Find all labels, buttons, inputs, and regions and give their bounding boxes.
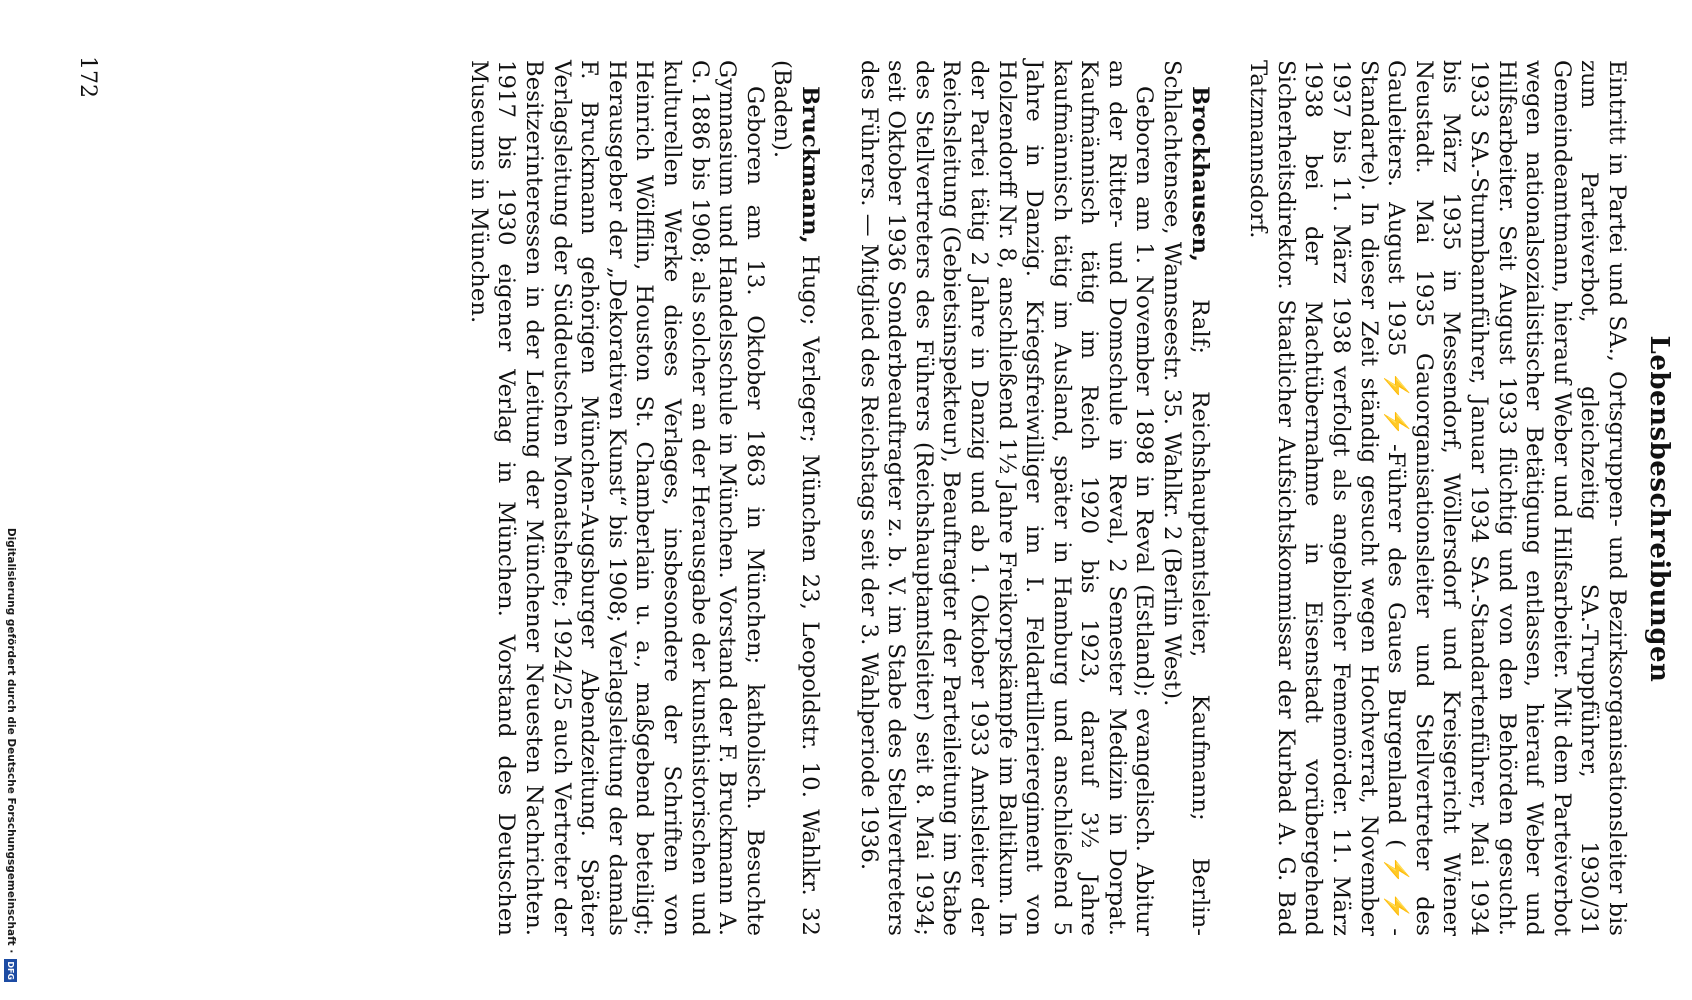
- entry-bruckmann: [464, 60, 823, 936]
- entry-intro: Ralf; Reichshauptamtsleiter, Kaufmann; Berlin-Schlachtensee, Wannseestr. 35. Wahlkr. 2 (Berlin West).: [1159, 60, 1213, 936]
- entry-gap: [1213, 60, 1244, 936]
- entry-intro: Hugo; Verleger; München 23, Leopoldstr. 10. Wahlkr. 32 (Baden).: [769, 60, 823, 936]
- entry-paragraph: Geboren am 1. November 1898 in Reval (Estland); evangelisch. Abitur an der Ritter- und Domschule in Reval, 2 Semester Medizin in Dorpat. Kaufmännisch tätig im Reich 1920 bis 1923, darauf 3½ Jahre kaufmännisch tätig im Ausland, später in Hamburg und anschließend 5 Jahre in Danzig. Kriegsfreiwilliger im I. Feldartillerieregiment von Holzendorff Nr. 8, anschließend 1½ Jahre Freikorpskämpfe im Baltikum. In der Partei tätig 2 Jahre in Danzig und ab 1. Oktober 1933 Amtsleiter der Reichsleitung (Gebietsinspekteur), Beauftragter der Parteileitung im Stabe des Stellvertreters des Führers (Reichshauptamtsleiter) seit 8. Mai 1934; seit Oktober 1936 Sonderbeauftragter z. b. V. im Stabe des Stellvertreters des Führers. — Mitglied des Reichstags seit der 3. Wahlperiode 1936.: [855, 60, 1158, 936]
- entry-brockhausen: [854, 60, 1213, 936]
- entry-paragraph: Geboren am 13. Oktober 1863 in München; katholisch. Besuchte Gymnasium und Handelsschule in München. Vorstand der F. Bruckmann A. G. 1886 bis 1908; als solcher an der Herausgabe der kunsthistorischen und kulturellen Werke dieses Verlages, insbesondere der Schriften von Heinrich Wölfflin, Houston St. Chamberlain u. a., maßgebend beteiligt; Herausgeber der „Dekorativen Kunst“ bis 1908; Verlagsleitung der damals F. Bruckmann gehörigen München-Augsburger Abendzeitung. Später Verlagsleitung der Süddeutschen Monatshefte; 1924/25 auch Vertreter der Besitzerinteressen in der Leitung der Münchener Neuesten Nachrichten. 1917 bis 1930 eigener Verlag in München. Vorstand des Deutschen Museums in München.: [465, 60, 768, 936]
- entry-name: Bruckmann,: [796, 86, 823, 244]
- page-body: [464, 60, 1630, 936]
- dfg-logo-icon: DFG: [6, 961, 16, 980]
- footer-text: Digitalisierung gefördert durch die Deutsche Forschungsgemeinschaft ·: [5, 527, 17, 954]
- entry-name: Brockhausen,: [1186, 86, 1213, 262]
- entry-paragraph: Eintritt in Partei und SA., Ortsgruppen- und Bezirksorganisationsleiter bis zum Parteiverbot, gleichzeitig SA.-Truppführer, 1930/31 Gemeindeamtmann, hierauf Weber und Hilfsarbeiter. Mit dem Parteiverbot wegen nationalsozialistischer Betätigung entlassen, hierauf Weber und Hilfsarbeiter. Seit August 1933 flüchtig und von den Behörden gesucht. 1933 SA.-Sturmbannführer, Januar 1934 SA.-Standartenführer, Mai 1934 bis März 1935 in Messendorf, Wöllersdorf und Kreisgericht Wiener Neustadt. Mai 1935 Gauorganisationsleiter und Stellvertreter des Gauleiters. August 1935 ⚡⚡-Führer des Gaues Burgenland (⚡⚡-Standarte). In dieser Zeit ständig gesucht wegen Hochverrat, November 1937 bis 11. März 1938 verfolgt als angeblicher Fememörder. 11. März 1938 bei der Machtübernahme in Eisenstadt vorübergehend Sicherheitsdirektor. Staatlicher Aufsichtskommissar der Kurbad A. G. Bad Tatzmannsdorf.: [1245, 60, 1630, 936]
- page-heading: Lebensbeschreibungen: [1644, 335, 1674, 683]
- page-number: 172: [75, 56, 100, 98]
- digitization-footer: [0, 0, 22, 1000]
- entry-header: [1158, 60, 1213, 936]
- entry-header: [768, 60, 823, 936]
- entry-gap: [823, 60, 854, 936]
- entry-continuation: [1244, 60, 1630, 936]
